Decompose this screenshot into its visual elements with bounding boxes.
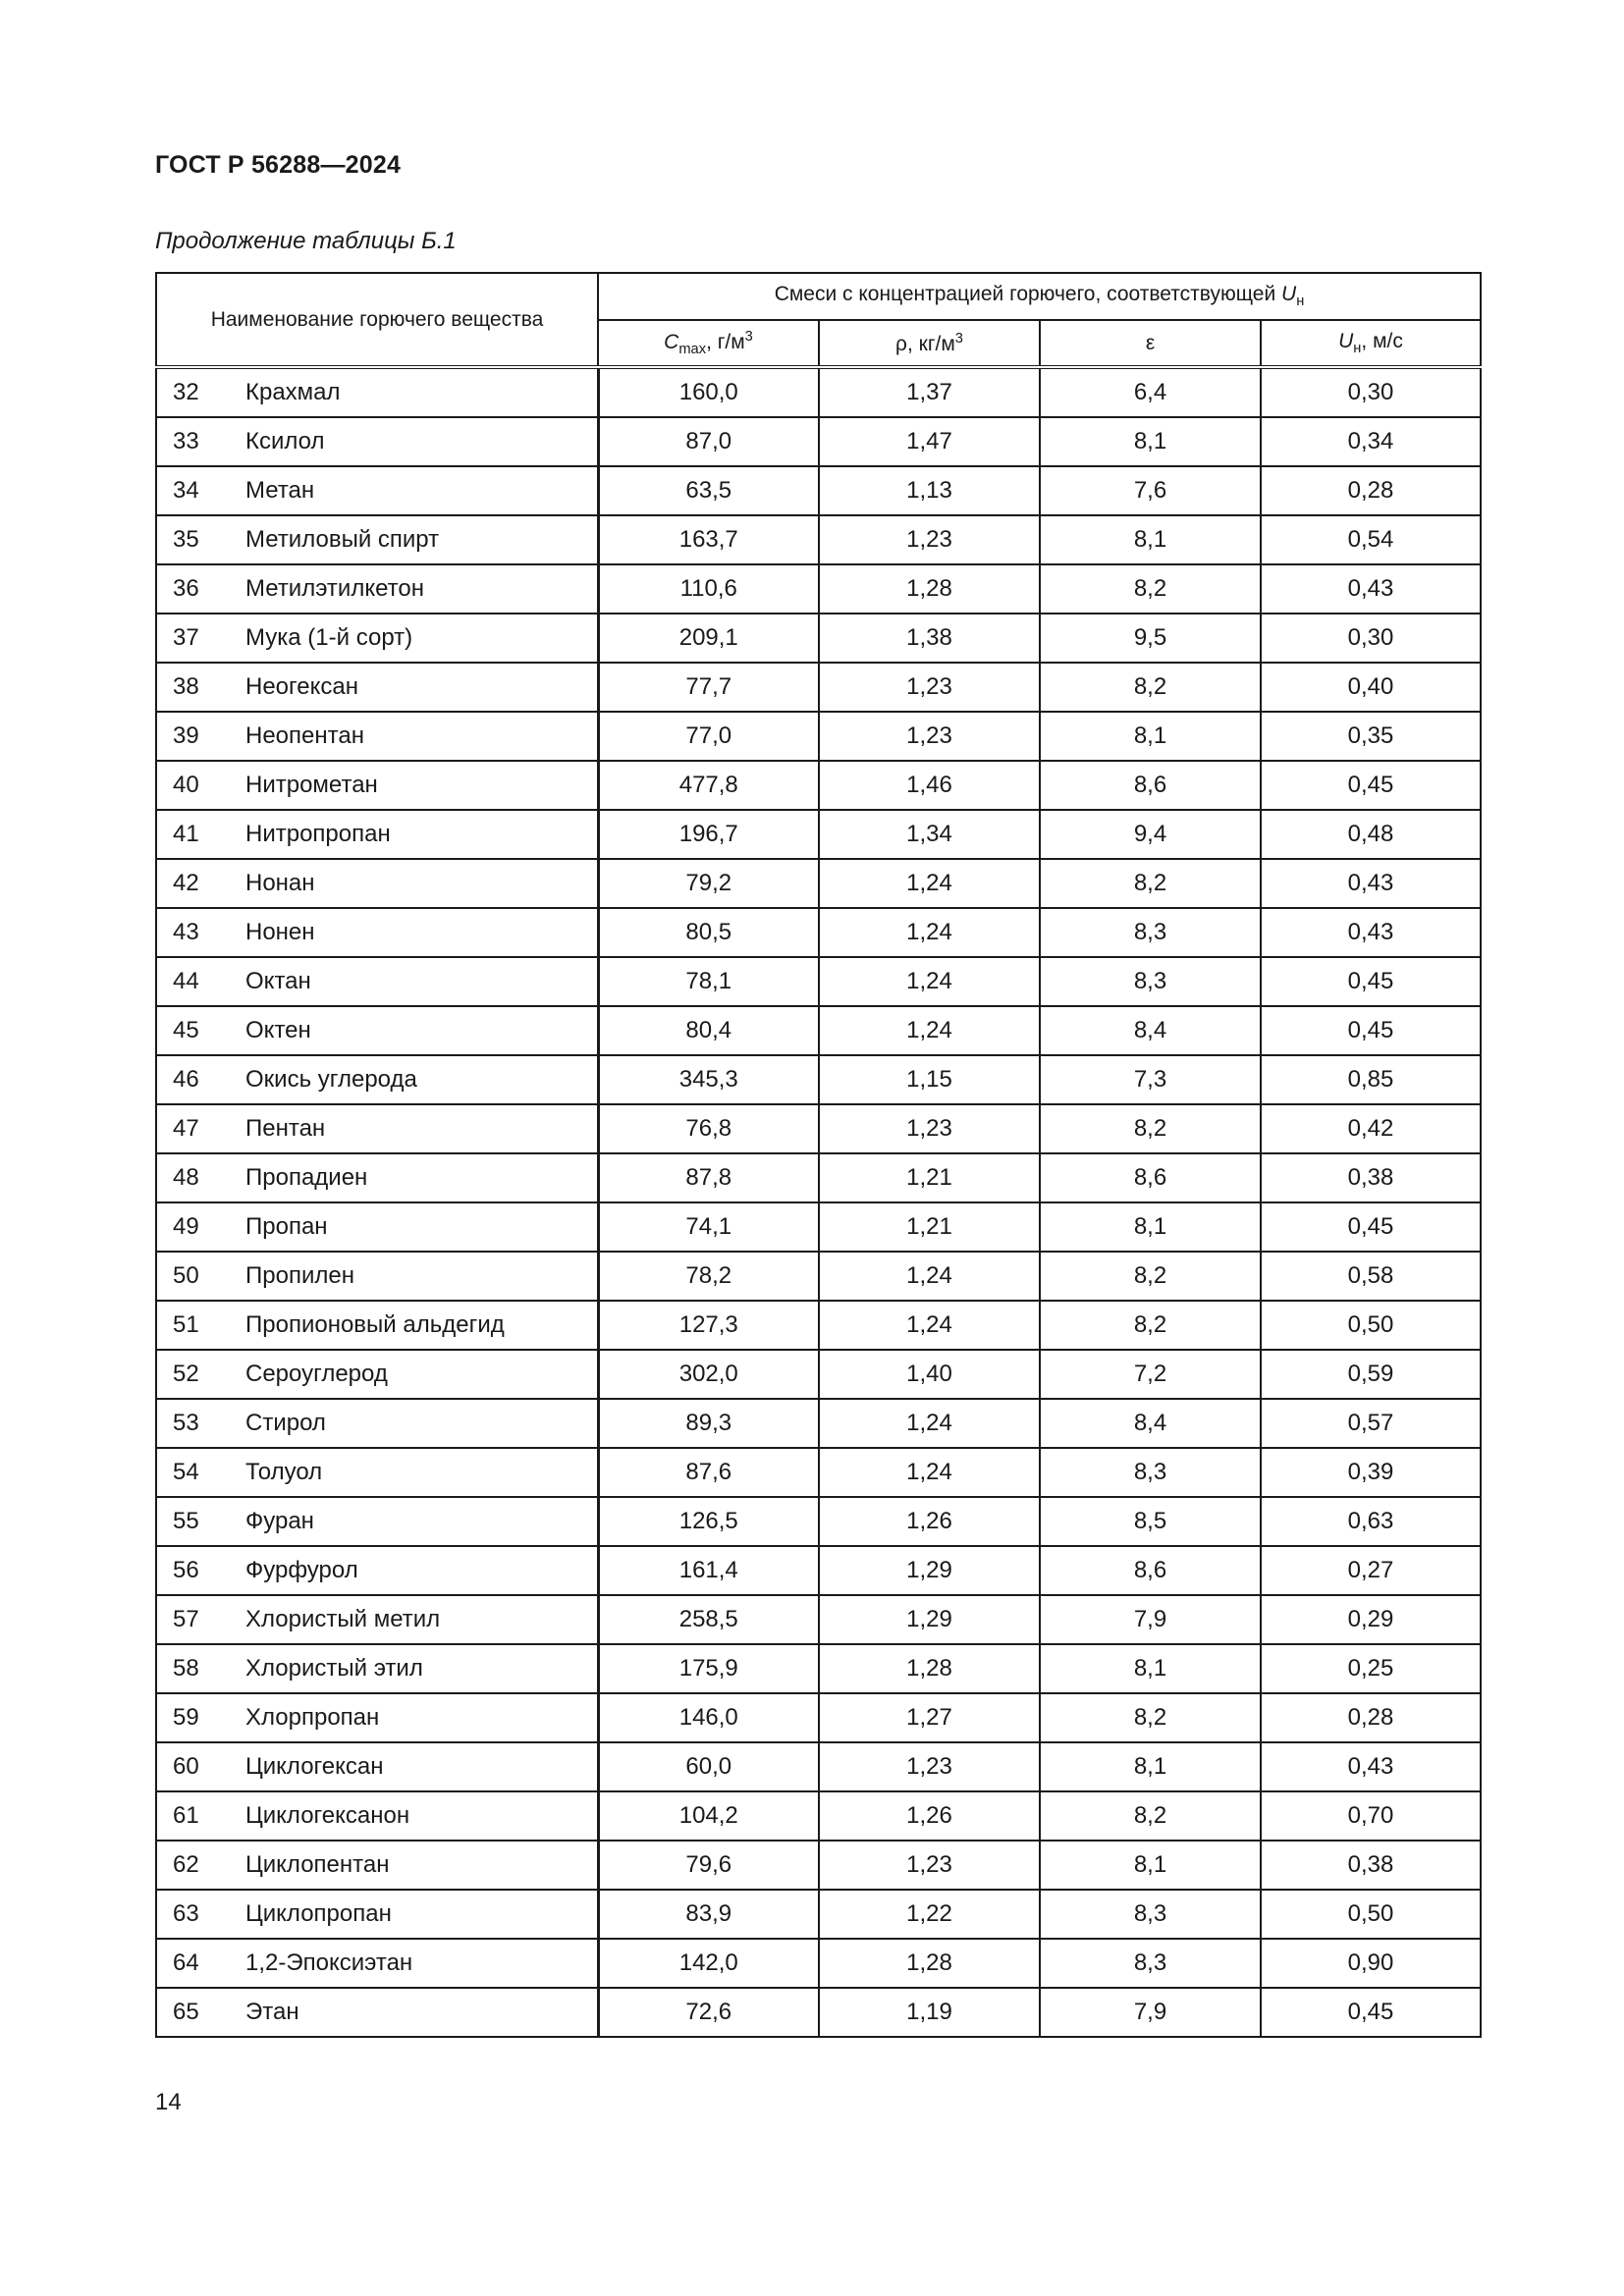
eps-value: 7,9 [1040, 1988, 1261, 2037]
row-number: 47 [173, 1115, 199, 1142]
un-value: 0,57 [1261, 1399, 1481, 1448]
cmax-value: 104,2 [598, 1791, 819, 1841]
substance-name: Этан [245, 1999, 299, 2025]
eps-value: 8,3 [1040, 1448, 1261, 1497]
cmax-value: 142,0 [598, 1939, 819, 1988]
rho-value: 1,24 [819, 908, 1040, 957]
row-number: 43 [173, 919, 199, 945]
substance-cell [156, 1841, 598, 1890]
substance-cell [156, 614, 598, 663]
eps-value: 8,2 [1040, 1301, 1261, 1350]
un-sub: н [1353, 341, 1362, 357]
row-number: 46 [173, 1066, 199, 1093]
substance-name: Циклогексан [245, 1753, 384, 1780]
substance-cell [156, 1742, 598, 1791]
substance-name: Нонен [245, 919, 315, 945]
substance-name: Стирол [245, 1410, 326, 1436]
table-row [156, 1791, 1481, 1841]
substance-name: Пропан [245, 1213, 328, 1240]
eps-value: 7,3 [1040, 1055, 1261, 1104]
eps-value: 8,6 [1040, 1153, 1261, 1202]
rho-value: 1,24 [819, 957, 1040, 1006]
substance-name: 1,2-Эпоксиэтан [245, 1949, 413, 1976]
row-number: 32 [173, 379, 199, 405]
substance-name: Метиловый спирт [245, 526, 440, 553]
table-row [156, 564, 1481, 614]
substance-name: Нитрометан [245, 772, 378, 798]
un-value: 0,45 [1261, 761, 1481, 810]
substance-name: Сероуглерод [245, 1361, 388, 1387]
mixture-group-sub: н [1296, 294, 1305, 310]
eps-value: 8,1 [1040, 417, 1261, 466]
mixture-group-text: Смеси с концентрацией горючего, соответствующей [774, 283, 1282, 306]
rho-value: 1,19 [819, 1988, 1040, 2037]
rho-value: 1,46 [819, 761, 1040, 810]
cmax-value: 60,0 [598, 1742, 819, 1791]
substance-cell [156, 1497, 598, 1546]
substance-cell [156, 1595, 598, 1644]
table-row [156, 515, 1481, 564]
document-code: ГОСТ Р 56288—2024 [155, 151, 402, 179]
row-number: 50 [173, 1262, 199, 1289]
row-number: 33 [173, 428, 199, 454]
eps-value: 8,3 [1040, 908, 1261, 957]
substance-cell [156, 761, 598, 810]
table-row [156, 1988, 1481, 2037]
rho-header [819, 320, 1040, 367]
table-row [156, 957, 1481, 1006]
substance-name: Толуол [245, 1459, 323, 1485]
table-row [156, 1399, 1481, 1448]
substance-cell [156, 1939, 598, 1988]
cmax-value: 72,6 [598, 1988, 819, 2037]
eps-value: 8,2 [1040, 1104, 1261, 1153]
rho-value: 1,38 [819, 614, 1040, 663]
row-number: 40 [173, 772, 199, 798]
row-number: 45 [173, 1017, 199, 1043]
eps-value: 8,1 [1040, 1841, 1261, 1890]
un-value: 0,34 [1261, 417, 1481, 466]
cmax-value: 160,0 [598, 367, 819, 417]
substance-cell [156, 515, 598, 564]
table-row [156, 810, 1481, 859]
substance-cell [156, 417, 598, 466]
rho-value: 1,28 [819, 564, 1040, 614]
table-row [156, 1006, 1481, 1055]
un-value: 0,43 [1261, 908, 1481, 957]
rho-value: 1,24 [819, 1301, 1040, 1350]
cmax-value: 126,5 [598, 1497, 819, 1546]
cmax-value: 79,6 [598, 1841, 819, 1890]
substance-cell [156, 1890, 598, 1939]
substance-cell [156, 859, 598, 908]
cmax-value: 196,7 [598, 810, 819, 859]
substance-cell [156, 1693, 598, 1742]
row-number: 60 [173, 1753, 199, 1780]
un-value: 0,63 [1261, 1497, 1481, 1546]
un-value: 0,38 [1261, 1153, 1481, 1202]
substance-name: Октан [245, 968, 311, 994]
table-row [156, 367, 1481, 417]
table-row [156, 1202, 1481, 1252]
table-row [156, 859, 1481, 908]
row-number: 54 [173, 1459, 199, 1485]
row-number: 55 [173, 1508, 199, 1534]
substance-cell [156, 1350, 598, 1399]
rho-value: 1,13 [819, 466, 1040, 515]
table-row [156, 1595, 1481, 1644]
substance-name: Мука (1-й сорт) [245, 624, 413, 651]
rho-value: 1,23 [819, 712, 1040, 761]
eps-value: 8,2 [1040, 1791, 1261, 1841]
rho-value: 1,24 [819, 1399, 1040, 1448]
substance-name: Окись углерода [245, 1066, 417, 1093]
rho-text: ρ, кг/м [895, 332, 955, 355]
substance-cell [156, 1006, 598, 1055]
substance-name: Хлористый метил [245, 1606, 441, 1632]
un-value: 0,38 [1261, 1841, 1481, 1890]
un-value: 0,40 [1261, 663, 1481, 712]
substance-cell [156, 1104, 598, 1153]
rho-value: 1,23 [819, 1742, 1040, 1791]
table-row [156, 1055, 1481, 1104]
cmax-value: 175,9 [598, 1644, 819, 1693]
un-value: 0,85 [1261, 1055, 1481, 1104]
rho-value: 1,37 [819, 367, 1040, 417]
eps-value: 8,6 [1040, 761, 1261, 810]
substance-name: Хлорпропан [245, 1704, 380, 1731]
cmax-value: 209,1 [598, 614, 819, 663]
eps-value: 8,1 [1040, 712, 1261, 761]
un-value: 0,59 [1261, 1350, 1481, 1399]
row-number: 58 [173, 1655, 199, 1682]
eps-value: 8,2 [1040, 1252, 1261, 1301]
un-value: 0,39 [1261, 1448, 1481, 1497]
page-number: 14 [155, 2089, 182, 2115]
un-value: 0,43 [1261, 564, 1481, 614]
cmax-value: 146,0 [598, 1693, 819, 1742]
un-value: 0,45 [1261, 1988, 1481, 2037]
eps-value: 8,5 [1040, 1497, 1261, 1546]
un-value: 0,35 [1261, 712, 1481, 761]
substance-cell [156, 1546, 598, 1595]
cmax-value: 80,4 [598, 1006, 819, 1055]
table-body [156, 367, 1481, 2037]
substance-name: Циклопропан [245, 1900, 392, 1927]
cmax-value: 63,5 [598, 466, 819, 515]
cmax-value: 258,5 [598, 1595, 819, 1644]
cmax-value: 79,2 [598, 859, 819, 908]
rho-value: 1,24 [819, 1006, 1040, 1055]
row-number: 65 [173, 1999, 199, 2025]
substance-name: Нонан [245, 870, 315, 896]
un-value: 0,58 [1261, 1252, 1481, 1301]
table-row [156, 1546, 1481, 1595]
mixture-group-header [598, 273, 1481, 320]
eps-value: 8,4 [1040, 1399, 1261, 1448]
substance-name: Фурфурол [245, 1557, 358, 1583]
substance-cell [156, 663, 598, 712]
row-number: 38 [173, 673, 199, 700]
cmax-value: 83,9 [598, 1890, 819, 1939]
rho-value: 1,27 [819, 1693, 1040, 1742]
substance-cell [156, 1202, 598, 1252]
rho-value: 1,23 [819, 515, 1040, 564]
table-row [156, 1841, 1481, 1890]
un-value: 0,25 [1261, 1644, 1481, 1693]
rho-value: 1,22 [819, 1890, 1040, 1939]
substance-name: Неопентан [245, 722, 364, 749]
table-row [156, 466, 1481, 515]
eps-value: 8,3 [1040, 1939, 1261, 1988]
eps-header [1040, 320, 1261, 367]
row-number: 62 [173, 1851, 199, 1878]
substance-name: Крахмал [245, 379, 341, 405]
cmax-value: 78,2 [598, 1252, 819, 1301]
table-row [156, 761, 1481, 810]
substance-name: Циклогексанон [245, 1802, 410, 1829]
rho-value: 1,23 [819, 1841, 1040, 1890]
eps-value: 8,2 [1040, 663, 1261, 712]
row-number: 39 [173, 722, 199, 749]
cmax-value: 163,7 [598, 515, 819, 564]
substance-cell [156, 1055, 598, 1104]
row-number: 41 [173, 821, 199, 847]
row-number: 57 [173, 1606, 199, 1632]
table-row [156, 908, 1481, 957]
cmax-value: 127,3 [598, 1301, 819, 1350]
substance-cell [156, 908, 598, 957]
cmax-value: 87,6 [598, 1448, 819, 1497]
un-value: 0,30 [1261, 367, 1481, 417]
eps-value: 8,2 [1040, 564, 1261, 614]
substance-cell [156, 1301, 598, 1350]
rho-value: 1,24 [819, 1448, 1040, 1497]
row-number: 37 [173, 624, 199, 651]
rho-value: 1,24 [819, 1252, 1040, 1301]
row-number: 64 [173, 1949, 199, 1976]
cmax-value: 87,0 [598, 417, 819, 466]
table-row [156, 1939, 1481, 1988]
table-row [156, 417, 1481, 466]
cmax-unit: , г/м [706, 330, 745, 353]
eps-value: 9,4 [1040, 810, 1261, 859]
substance-name: Октен [245, 1017, 311, 1043]
eps-value: 8,2 [1040, 859, 1261, 908]
table-row [156, 1890, 1481, 1939]
substance-cell [156, 1153, 598, 1202]
cmax-value: 76,8 [598, 1104, 819, 1153]
un-value: 0,43 [1261, 1742, 1481, 1791]
mixture-group-symbol: U [1281, 283, 1297, 306]
cmax-value: 477,8 [598, 761, 819, 810]
eps-value: 8,6 [1040, 1546, 1261, 1595]
substance-name: Нитропропан [245, 821, 391, 847]
rho-sup: 3 [954, 330, 963, 347]
cmax-value: 77,0 [598, 712, 819, 761]
un-value: 0,28 [1261, 466, 1481, 515]
row-number: 49 [173, 1213, 199, 1240]
substance-cell [156, 1644, 598, 1693]
row-number: 42 [173, 870, 199, 896]
rho-value: 1,21 [819, 1202, 1040, 1252]
un-value: 0,45 [1261, 1006, 1481, 1055]
substance-cell [156, 1252, 598, 1301]
eps-value: 8,1 [1040, 1742, 1261, 1791]
table-row [156, 1693, 1481, 1742]
rho-value: 1,23 [819, 1104, 1040, 1153]
cmax-value: 78,1 [598, 957, 819, 1006]
substance-name: Пентан [245, 1115, 326, 1142]
substance-name: Метан [245, 477, 315, 504]
cmax-sup: 3 [744, 328, 753, 345]
substance-name: Пропилен [245, 1262, 354, 1289]
un-value: 0,43 [1261, 859, 1481, 908]
substance-cell [156, 466, 598, 515]
substance-name: Циклопентан [245, 1851, 390, 1878]
cmax-value: 345,3 [598, 1055, 819, 1104]
eps-value: 7,9 [1040, 1595, 1261, 1644]
un-value: 0,50 [1261, 1301, 1481, 1350]
un-value: 0,29 [1261, 1595, 1481, 1644]
substance-cell [156, 957, 598, 1006]
substance-name: Метилэтилкетон [245, 575, 424, 602]
table-row [156, 1497, 1481, 1546]
eps-value: 6,4 [1040, 367, 1261, 417]
substance-cell [156, 1791, 598, 1841]
substance-name: Ксилол [245, 428, 325, 454]
rho-value: 1,29 [819, 1595, 1040, 1644]
row-number: 63 [173, 1900, 199, 1927]
rho-value: 1,23 [819, 663, 1040, 712]
eps-value: 8,1 [1040, 515, 1261, 564]
cmax-value: 110,6 [598, 564, 819, 614]
substance-cell [156, 1988, 598, 2037]
substance-cell [156, 810, 598, 859]
substance-name: Фуран [245, 1508, 314, 1534]
substance-name: Неогексан [245, 673, 358, 700]
rho-value: 1,24 [819, 859, 1040, 908]
row-number: 34 [173, 477, 199, 504]
table-row [156, 614, 1481, 663]
substance-cell [156, 564, 598, 614]
rho-value: 1,26 [819, 1791, 1040, 1841]
un-value: 0,45 [1261, 957, 1481, 1006]
cmax-symbol: C [664, 330, 679, 353]
substance-cell [156, 1399, 598, 1448]
rho-value: 1,28 [819, 1644, 1040, 1693]
substance-cell [156, 712, 598, 761]
table-row [156, 663, 1481, 712]
un-value: 0,90 [1261, 1939, 1481, 1988]
rho-value: 1,47 [819, 417, 1040, 466]
table-row [156, 1644, 1481, 1693]
cmax-sub: max [678, 342, 707, 358]
substance-name: Хлористый этил [245, 1655, 423, 1682]
un-value: 0,50 [1261, 1890, 1481, 1939]
row-number: 48 [173, 1164, 199, 1191]
substance-name: Пропионовый альдегид [245, 1311, 505, 1338]
un-value: 0,54 [1261, 515, 1481, 564]
eps-value: 8,1 [1040, 1644, 1261, 1693]
table-row [156, 1301, 1481, 1350]
un-value: 0,30 [1261, 614, 1481, 663]
table-head [156, 273, 1481, 367]
rho-value: 1,28 [819, 1939, 1040, 1988]
un-value: 0,45 [1261, 1202, 1481, 1252]
substance-name-header: Наименование горючего вещества [156, 273, 598, 367]
table-row [156, 712, 1481, 761]
rho-value: 1,29 [819, 1546, 1040, 1595]
row-number: 56 [173, 1557, 199, 1583]
table-row [156, 1742, 1481, 1791]
row-number: 52 [173, 1361, 199, 1387]
substance-table [155, 272, 1482, 2038]
un-symbol: U [1338, 329, 1354, 352]
substance-cell [156, 367, 598, 417]
rho-value: 1,40 [819, 1350, 1040, 1399]
rho-value: 1,15 [819, 1055, 1040, 1104]
eps-value: 8,3 [1040, 1890, 1261, 1939]
row-number: 61 [173, 1802, 199, 1829]
eps-value: 8,3 [1040, 957, 1261, 1006]
cmax-value: 89,3 [598, 1399, 819, 1448]
table-row [156, 1252, 1481, 1301]
cmax-header [598, 320, 819, 367]
header-row-1 [156, 273, 1481, 320]
table-row [156, 1153, 1481, 1202]
un-value: 0,28 [1261, 1693, 1481, 1742]
row-number: 44 [173, 968, 199, 994]
rho-value: 1,34 [819, 810, 1040, 859]
cmax-value: 80,5 [598, 908, 819, 957]
table-row [156, 1448, 1481, 1497]
substance-name: Пропадиен [245, 1164, 368, 1191]
un-value: 0,42 [1261, 1104, 1481, 1153]
row-number: 51 [173, 1311, 199, 1338]
substance-cell [156, 1448, 598, 1497]
rho-value: 1,21 [819, 1153, 1040, 1202]
rho-value: 1,26 [819, 1497, 1040, 1546]
row-number: 59 [173, 1704, 199, 1731]
table-row [156, 1350, 1481, 1399]
un-value: 0,70 [1261, 1791, 1481, 1841]
un-value: 0,48 [1261, 810, 1481, 859]
eps-text: ε [1145, 331, 1156, 354]
eps-value: 7,2 [1040, 1350, 1261, 1399]
table-caption: Продолжение таблицы Б.1 [155, 228, 457, 254]
row-number: 53 [173, 1410, 199, 1436]
un-value: 0,27 [1261, 1546, 1481, 1595]
un-header [1261, 320, 1481, 367]
cmax-value: 74,1 [598, 1202, 819, 1252]
cmax-value: 302,0 [598, 1350, 819, 1399]
un-unit: , м/с [1361, 329, 1403, 352]
eps-value: 9,5 [1040, 614, 1261, 663]
eps-value: 8,2 [1040, 1693, 1261, 1742]
row-number: 35 [173, 526, 199, 553]
table-row [156, 1104, 1481, 1153]
eps-value: 8,4 [1040, 1006, 1261, 1055]
eps-value: 8,1 [1040, 1202, 1261, 1252]
row-number: 36 [173, 575, 199, 602]
cmax-value: 77,7 [598, 663, 819, 712]
eps-value: 7,6 [1040, 466, 1261, 515]
cmax-value: 87,8 [598, 1153, 819, 1202]
cmax-value: 161,4 [598, 1546, 819, 1595]
